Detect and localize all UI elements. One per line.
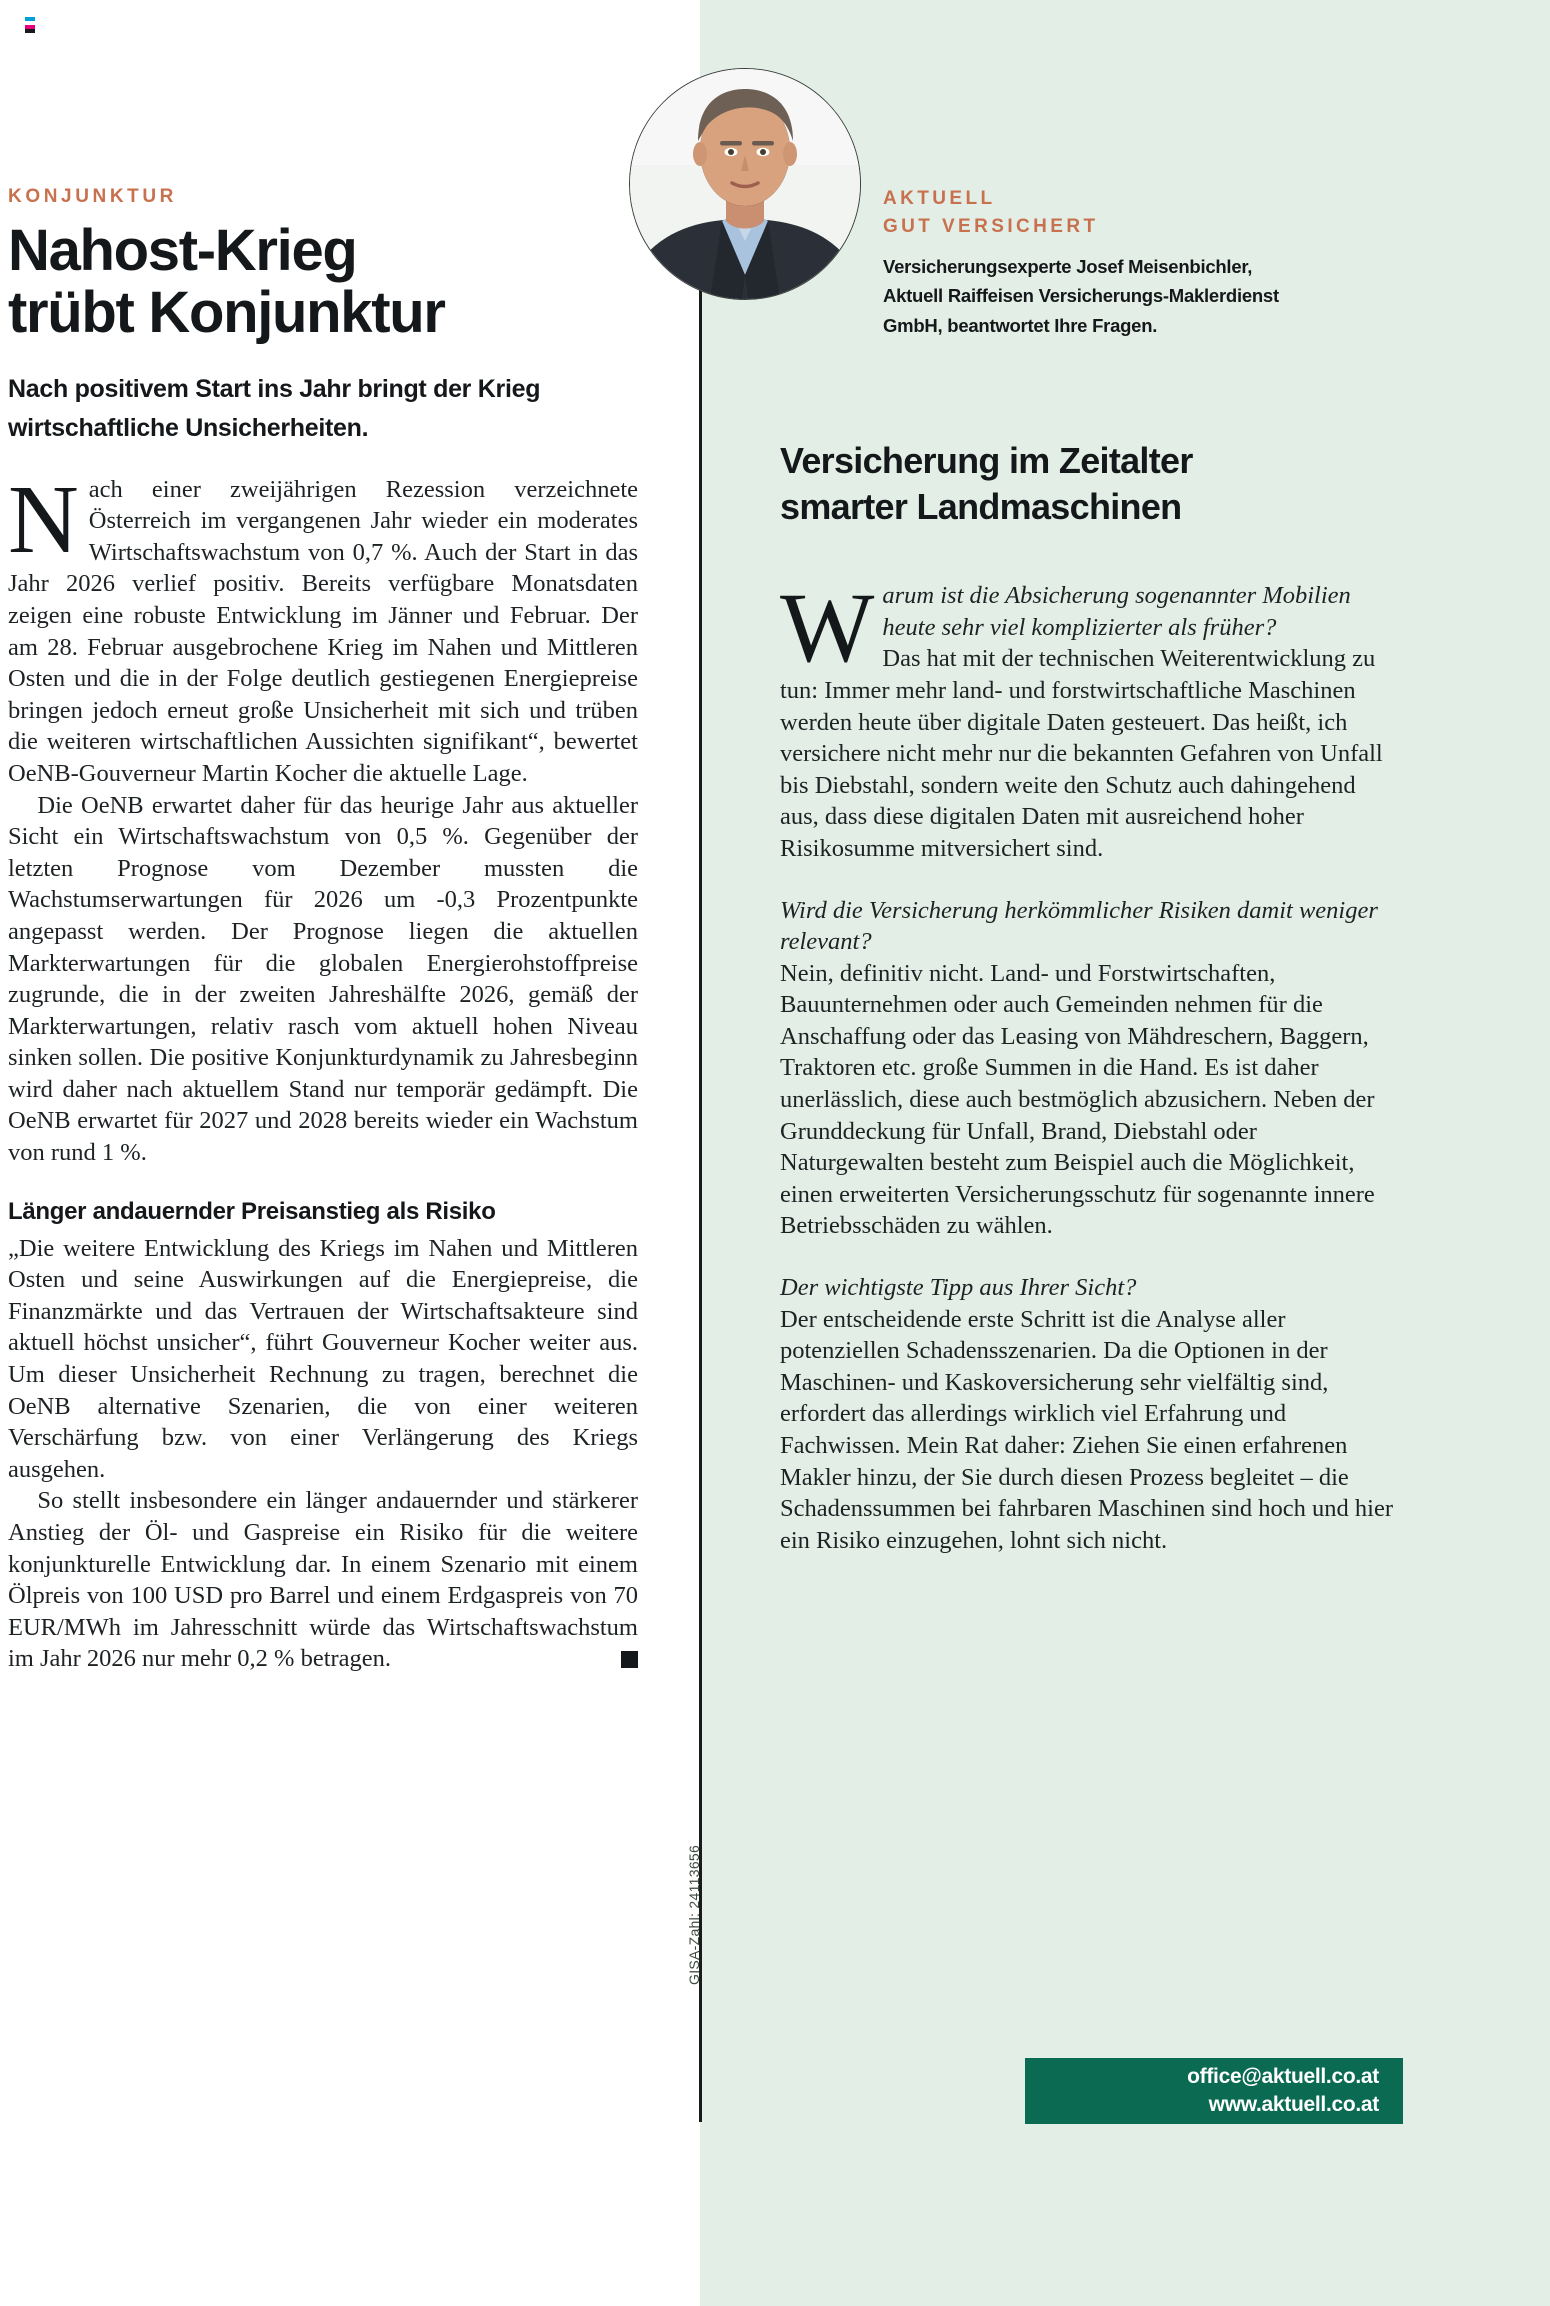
expert-intro-block <box>883 185 1303 340</box>
contact-box[interactable] <box>1025 2058 1403 2124</box>
dropcap-letter: W <box>780 572 875 684</box>
advertorial-title-line-1: Versicherung im Zeitalter <box>780 440 1193 481</box>
body-paragraph-1 <box>8 465 638 790</box>
left-article <box>8 186 638 1675</box>
contact-website[interactable]: www.aktuell.co.at <box>1208 2093 1379 2116</box>
interview-answer-2: Nein, definitiv nicht. Land- und Forstwirtschaften, Bauunternehmen oder auch Gemeinden nehmen für die Anschaffung oder das Leasing von Mähdreschern, Baggern, Traktoren etc. große Summen in die Hand. Es ist daher unerlässlich, diese auch bestmöglich abzusichern. Neben der Grunddeckung für Unfall, Brand, Diebstahl oder Naturgewalten besteht zum Beispiel auch die Möglichkeit, einen erweiterten Versicherungsschutz für sogenannte innere Betriebsschäden zu wählen. <box>780 959 1375 1240</box>
question-1-text: arum ist die Absicherung sogenannter Mobilien heute sehr viel komplizierter als früher? <box>882 582 1351 641</box>
gisa-number-label: GISA-Zahl: 24113656 <box>686 1844 702 1985</box>
headline-line-1: Nahost-Krieg <box>8 218 357 283</box>
expert-description: Versicherungsexperte Josef Meisenbichler, Aktuell Raiffeisen Versicherungs-Maklerdienst GmbH, beantwortet Ihre Fragen. <box>883 256 1279 336</box>
paragraph-4-text: So stellt insbesondere ein länger andauernder und stärkerer Anstieg der Öl- und Gaspreise ein Risiko für die weitere konjunkturelle Entwicklung dar. In einem Szenario mit einem Ölpreis von 100 USD pro Barrel und einem Erdgaspreis von 70 EUR/MWh im Jahresschnitt würde das Wirtschaftswachstum im Jahr 2026 nur mehr 0,2 % betragen. <box>8 1487 638 1673</box>
advertorial-title <box>780 438 1400 530</box>
contact-email[interactable]: office@aktuell.co.at <box>1187 2064 1379 2088</box>
dropcap-letter: N <box>8 465 79 574</box>
body-paragraph-4 <box>8 1485 638 1675</box>
interview-question-3: Der wichtigste Tipp aus Ihrer Sicht? <box>780 1274 1137 1302</box>
article-kicker: KONJUNKTUR <box>8 186 177 207</box>
headline-line-2: trübt Konjunktur <box>8 280 445 346</box>
advertorial-kicker-line-2: GUT VERSICHERT <box>883 215 1099 237</box>
paragraph-1-text: ach einer zweijährigen Rezession verzeichnete Österreich im vergangenen Jahr wieder ein moderates Wirtschaftswachstum von 0,7 %. Auch der Start in das Jahr 2026 verlief positiv. Bereits verfügbare Monatsdaten zeigen eine robuste Entwicklung im Jänner und Februar. Der am 28. Februar ausgebrochene Krieg im Nahen und Mittleren Osten und die in der Folge deutlich gestiegenen Energiepreise bringen jedoch erneut große Unsicherheit mit sich und trüben die weiteren wirtschaftlichen Aussichten signifikant“, bewertet OeNB-Gouverneur Martin Kocher die aktuelle Lage. <box>8 475 638 787</box>
advertorial-kicker-line-1: AKTUELL <box>883 188 996 209</box>
body-paragraph-2: Die OeNB erwartet daher für das heurige Jahr aus aktueller Sicht ein Wirtschaftswachstum von 0,5 %. Gegenüber der letzten Prognose vom Dezember mussten die Wachstumserwartungen für 2026 um -0,3 Prozentpunkte angepasst werden. Der Prognose liegen die aktuellen Markterwartungen für die globalen Energierohstoffpreise zugrunde, die in der zweiten Jahreshälfte 2026, gemäß der Markterwartungen, relativ rasch vom aktuell hohen Niveau sinken sollen. Die positive Konjunkturdynamik zu Jahresbeginn wird daher nach aktuellem Stand nur temporär gedämpft. Die OeNB erwartet für 2027 und 2028 bereits wieder ein Wachstum von rund 1 %. <box>8 791 638 1167</box>
advertorial-kicker <box>883 185 1303 240</box>
end-of-article-mark <box>621 1651 638 1668</box>
article-subheading: Länger andauernder Preisanstieg als Risiko <box>8 1197 496 1225</box>
advertorial-title-line-2: smarter Landmaschinen <box>780 486 1182 528</box>
article-standfirst: Nach positivem Start ins Jahr bringt der Krieg wirtschaftliche Unsicherheiten. <box>8 375 541 442</box>
interview-answer-3: Der entscheidende erste Schritt ist die Analyse aller potenziellen Schadensszenarien. Da die Optionen in der Maschinen- und Kaskoversicherung sehr vielfältig sind, erfordert das allerdings wirklich viel Erfahrung und Fachwissen. Mein Rat daher: Ziehen Sie einen erfahrenen Makler hinzu, der Sie durch diesen Prozess begleitet – die Schadenssummen bei fahrbaren Maschinen sind hoch und hier ein Risiko einzugehen, lohnt sich nicht. <box>780 1305 1394 1554</box>
interview-question-2: Wird die Versicherung herkömmlicher Risiken damit weniger relevant? <box>780 896 1378 956</box>
color-registration-mark <box>25 17 35 33</box>
interview-answer-1: Das hat mit der technischen Weiterentwicklung zu tun: Immer mehr land- und forstwirtschaftliche Maschinen werden heute über digitale Daten gesteuert. Das heißt, ich versichere nicht mehr nur die bekannten Gefahren von Unfall bis Diebstahl, sondern weite den Schutz auch dahingehend aus, dass diese digitalen Daten mit ausreichend hoher Risikosumme mitversichert sind. <box>780 645 1383 862</box>
body-paragraph-3: „Die weitere Entwicklung des Kriegs im Nahen und Mittleren Osten und seine Auswirkungen auf die Energiepreise, die Finanzmärkte und das Vertrauen der Wirtschaftsakteure sind aktuell höchst unsicher“, führt Gouverneur Kocher weiter aus. Um dieser Unsicherheit Rechnung zu tragen, berechnet die OeNB alternative Szenarien, die von einer weiteren Verschärfung bzw. von einer Verlängerung des Kriegs ausgehen. <box>8 1234 638 1483</box>
expert-portrait-avatar <box>629 68 861 300</box>
article-headline <box>8 220 638 344</box>
interview-question-1 <box>780 572 1400 684</box>
right-article <box>780 438 1400 1556</box>
article-body <box>8 465 638 1675</box>
interview-body <box>780 572 1400 1556</box>
